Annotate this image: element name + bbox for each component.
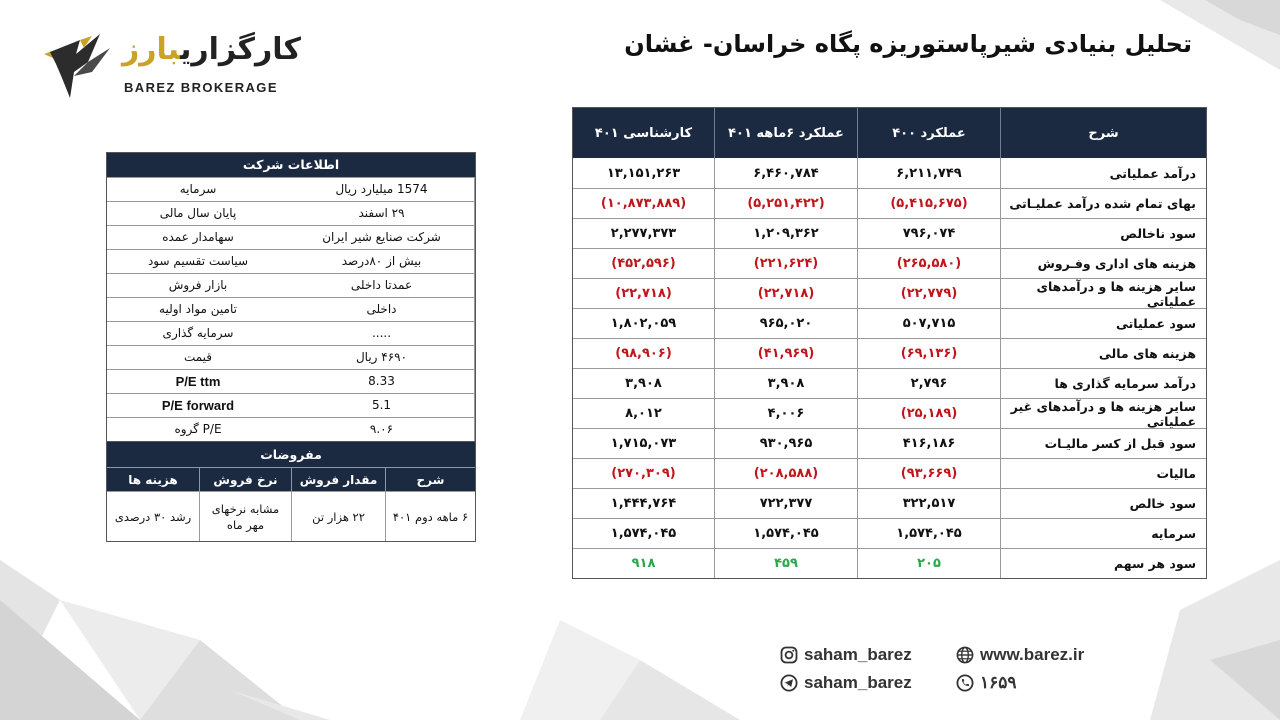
company-info-value: 8.33 (289, 370, 475, 393)
financial-value: (۲۰۸,۵۸۸) (714, 459, 857, 488)
company-info-value: 1574 میلیارد ریال (289, 178, 475, 201)
financial-row-label: سرمایه (1000, 519, 1206, 548)
assumptions-cell: مشابه نرخهای مهر ماه (199, 491, 291, 541)
financial-row-label: سایر هزینه ها و درآمدهای عملیاتی (1000, 279, 1206, 308)
financial-value: ۸,۰۱۲ (625, 406, 662, 421)
assumptions-col-description: شرح (385, 467, 475, 491)
globe-icon (956, 646, 974, 664)
financial-row (573, 398, 1206, 428)
financial-row (573, 188, 1206, 218)
col-estimate-1401: کارشناسی ۴۰۱ (594, 125, 693, 141)
financial-value: ۱,۵۷۴,۰۴۵ (610, 526, 677, 541)
financial-value: ۴۱۶,۱۸۶ (857, 429, 1000, 458)
company-info-row (107, 345, 475, 369)
financial-value: ۳,۹۰۸ (714, 369, 857, 398)
company-info-label: P/E forward (161, 398, 235, 413)
logo-text-en: BAREZ BROKERAGE (124, 80, 278, 95)
company-info-label: سرمایه گذاری (162, 326, 234, 340)
financial-row-label: سود ناخالص (1000, 219, 1206, 248)
company-info-row (107, 297, 475, 321)
assumptions-columns (107, 467, 475, 491)
financial-row (573, 368, 1206, 398)
financial-value: ۳۲۲,۵۱۷ (857, 489, 1000, 518)
financial-row (573, 518, 1206, 548)
financial-value: ۹۶۵,۰۲۰ (714, 309, 857, 338)
financial-row (573, 488, 1206, 518)
financial-value: ۲,۷۹۶ (857, 369, 1000, 398)
financial-value: ۱۳,۱۵۱,۲۶۳ (606, 165, 681, 181)
financial-value: ۴,۰۰۶ (714, 399, 857, 428)
company-info-label: سهامدار عمده (162, 230, 234, 244)
financial-value: ۳,۹۰۸ (625, 376, 662, 391)
col-six-month-1401: عملکرد ۶ماهه ۴۰۱ (714, 108, 857, 158)
company-info-row (107, 177, 475, 201)
telegram-icon (780, 674, 798, 692)
phone-link[interactable] (956, 673, 1017, 693)
company-info-label: پایان سال مالی (159, 206, 237, 220)
company-info-row (107, 369, 475, 393)
financial-value: ۷۲۲,۳۷۷ (714, 489, 857, 518)
assumptions-col-costs: هزینه ها (107, 467, 199, 491)
financial-row-label: بهای تمام شده درآمد عملیـاتی (1000, 189, 1206, 218)
assumptions-row (107, 491, 475, 541)
financial-value: (۲۷۰,۳۰۹) (611, 466, 676, 481)
company-info-value: ۲۹ اسفند (289, 202, 475, 225)
financial-row-label: سود قبل از کسر مالیـات (1000, 429, 1206, 458)
financial-table (572, 107, 1207, 579)
financial-row (573, 218, 1206, 248)
telegram-handle: saham_barez (804, 673, 912, 692)
company-info-value: ..... (289, 322, 475, 345)
financial-value: ۱,۵۷۴,۰۴۵ (714, 519, 857, 548)
website-url: www.barez.ir (980, 645, 1085, 664)
company-info-label: P/E گروه (174, 422, 222, 436)
financial-row-label: سود خالص (1000, 489, 1206, 518)
financial-row-label: سود عملیاتی (1000, 309, 1206, 338)
company-info-value: 5.1 (289, 394, 475, 417)
instagram-icon (780, 646, 798, 664)
financial-value: ۱,۲۰۹,۳۶۲ (714, 219, 857, 248)
financial-row (573, 158, 1206, 188)
assumptions-col-sales-rate: نرخ فروش (199, 467, 291, 491)
financial-row-label: هزینه های مالی (1000, 339, 1206, 368)
company-info-value: ۴۶۹۰ ریال (289, 346, 475, 369)
financial-value: (۹۸,۹۰۶) (615, 346, 672, 361)
assumptions-cell: ۲۲ هزار تن (291, 491, 385, 541)
financial-value: ۲,۲۷۷,۳۷۳ (610, 226, 677, 241)
financial-value: (۴۱,۹۶۹) (714, 339, 857, 368)
company-info-rows (107, 177, 475, 441)
financial-rows (573, 158, 1206, 578)
phone-number: ۱۶۵۹ (980, 673, 1017, 692)
company-info-row (107, 417, 475, 441)
company-info-row (107, 321, 475, 345)
financial-row-label: درآمد عملیاتی (1000, 158, 1206, 188)
company-info-header: اطلاعات شرکت (107, 153, 475, 177)
financial-value: (۲۲۱,۶۲۴) (714, 249, 857, 278)
financial-value: (۲۲,۷۱۸) (714, 279, 857, 308)
company-info-value: ۹.۰۶ (289, 418, 475, 441)
financial-value: ۱,۸۰۲,۰۵۹ (610, 316, 677, 331)
company-info-value: شرکت صنایع شیر ایران (289, 226, 475, 249)
financial-value: (۲۶۵,۵۸۰) (857, 249, 1000, 278)
financial-value: (۲۵,۱۸۹) (857, 399, 1000, 428)
company-info-label: قیمت (183, 350, 213, 364)
financial-value: (۲۲,۷۷۹) (857, 279, 1000, 308)
financial-row (573, 548, 1206, 578)
company-info-label: P/E ttm (175, 374, 221, 389)
company-info-value: بیش از ۸۰درصد (289, 250, 475, 273)
company-info-row (107, 249, 475, 273)
financial-value: ۷۹۶,۰۷۴ (857, 219, 1000, 248)
assumptions-cell: رشد ۳۰ درصدی (107, 491, 199, 541)
company-info-table (106, 152, 476, 542)
financial-value: ۹۱۸ (631, 556, 656, 571)
financial-value: ۱,۵۷۴,۰۴۵ (857, 519, 1000, 548)
company-info-value: عمدتا داخلی (289, 274, 475, 297)
financial-row (573, 248, 1206, 278)
website-link[interactable] (956, 645, 1084, 665)
assumptions-cell: ۶ ماهه دوم ۴۰۱ (385, 491, 475, 541)
eagle-logo-icon (40, 32, 120, 100)
financial-row-label: سود هر سهم (1000, 549, 1206, 578)
company-info-row (107, 225, 475, 249)
company-info-value: داخلی (289, 298, 475, 321)
financial-table-header (573, 108, 1206, 158)
telegram-link[interactable] (780, 673, 912, 693)
company-info-row (107, 273, 475, 297)
financial-row (573, 278, 1206, 308)
logo-text-fa: کارگزاریبارز (122, 32, 301, 67)
instagram-handle: saham_barez (804, 645, 912, 664)
financial-value: (۴۵۲,۵۹۶) (611, 256, 676, 271)
financial-value: ۹۳۰,۹۶۵ (714, 429, 857, 458)
financial-row (573, 308, 1206, 338)
company-info-label: بازار فروش (168, 278, 228, 292)
financial-value: ۲۰۵ (857, 549, 1000, 578)
financial-value: (۹۳,۶۶۹) (857, 459, 1000, 488)
financial-value: (۲۲,۷۱۸) (615, 286, 672, 301)
financial-row (573, 338, 1206, 368)
company-info-label: تامین مواد اولیه (159, 302, 237, 316)
financial-row-label: مالیات (1000, 459, 1206, 488)
financial-value: (۱۰,۸۷۳,۸۸۹) (600, 196, 687, 211)
company-info-row (107, 393, 475, 417)
brand-logo (40, 30, 301, 102)
page-title: تحلیل بنیادی شیرپاستوریزه پگاه خراسان- غشان (624, 30, 1192, 58)
financial-value: (۵,۲۵۱,۴۲۲) (714, 189, 857, 218)
assumptions-col-sales-volume: مقدار فروش (291, 467, 385, 491)
col-actual-1400: عملکرد ۴۰۰ (857, 108, 1000, 158)
financial-row (573, 428, 1206, 458)
financial-value: ۵۰۷,۷۱۵ (857, 309, 1000, 338)
financial-value: ۴۵۹ (714, 549, 857, 578)
financial-value: (۵,۴۱۵,۶۷۵) (857, 189, 1000, 218)
financial-row (573, 458, 1206, 488)
financial-value: ۱,۷۱۵,۰۷۳ (610, 436, 677, 451)
company-info-label: سیاست تقسیم سود (147, 254, 249, 268)
instagram-link[interactable] (780, 645, 912, 665)
financial-row-label: سایر هزینه ها و درآمدهای غیر عملیاتی (1000, 399, 1206, 428)
financial-value: ۶,۲۱۱,۷۴۹ (857, 158, 1000, 188)
col-description: شرح (1000, 108, 1206, 158)
company-info-row (107, 201, 475, 225)
financial-value: ۶,۴۶۰,۷۸۴ (714, 158, 857, 188)
phone-icon (956, 674, 974, 692)
financial-row-label: درآمد سرمایه گذاری ها (1000, 369, 1206, 398)
company-info-label: سرمایه (179, 182, 217, 196)
financial-row-label: هزینه های اداری وفـروش (1000, 249, 1206, 278)
financial-value: ۱,۴۴۴,۷۶۴ (610, 496, 677, 511)
contact-footer (780, 645, 1110, 701)
assumptions-header: مفروضات (107, 441, 475, 467)
financial-value: (۶۹,۱۳۶) (857, 339, 1000, 368)
